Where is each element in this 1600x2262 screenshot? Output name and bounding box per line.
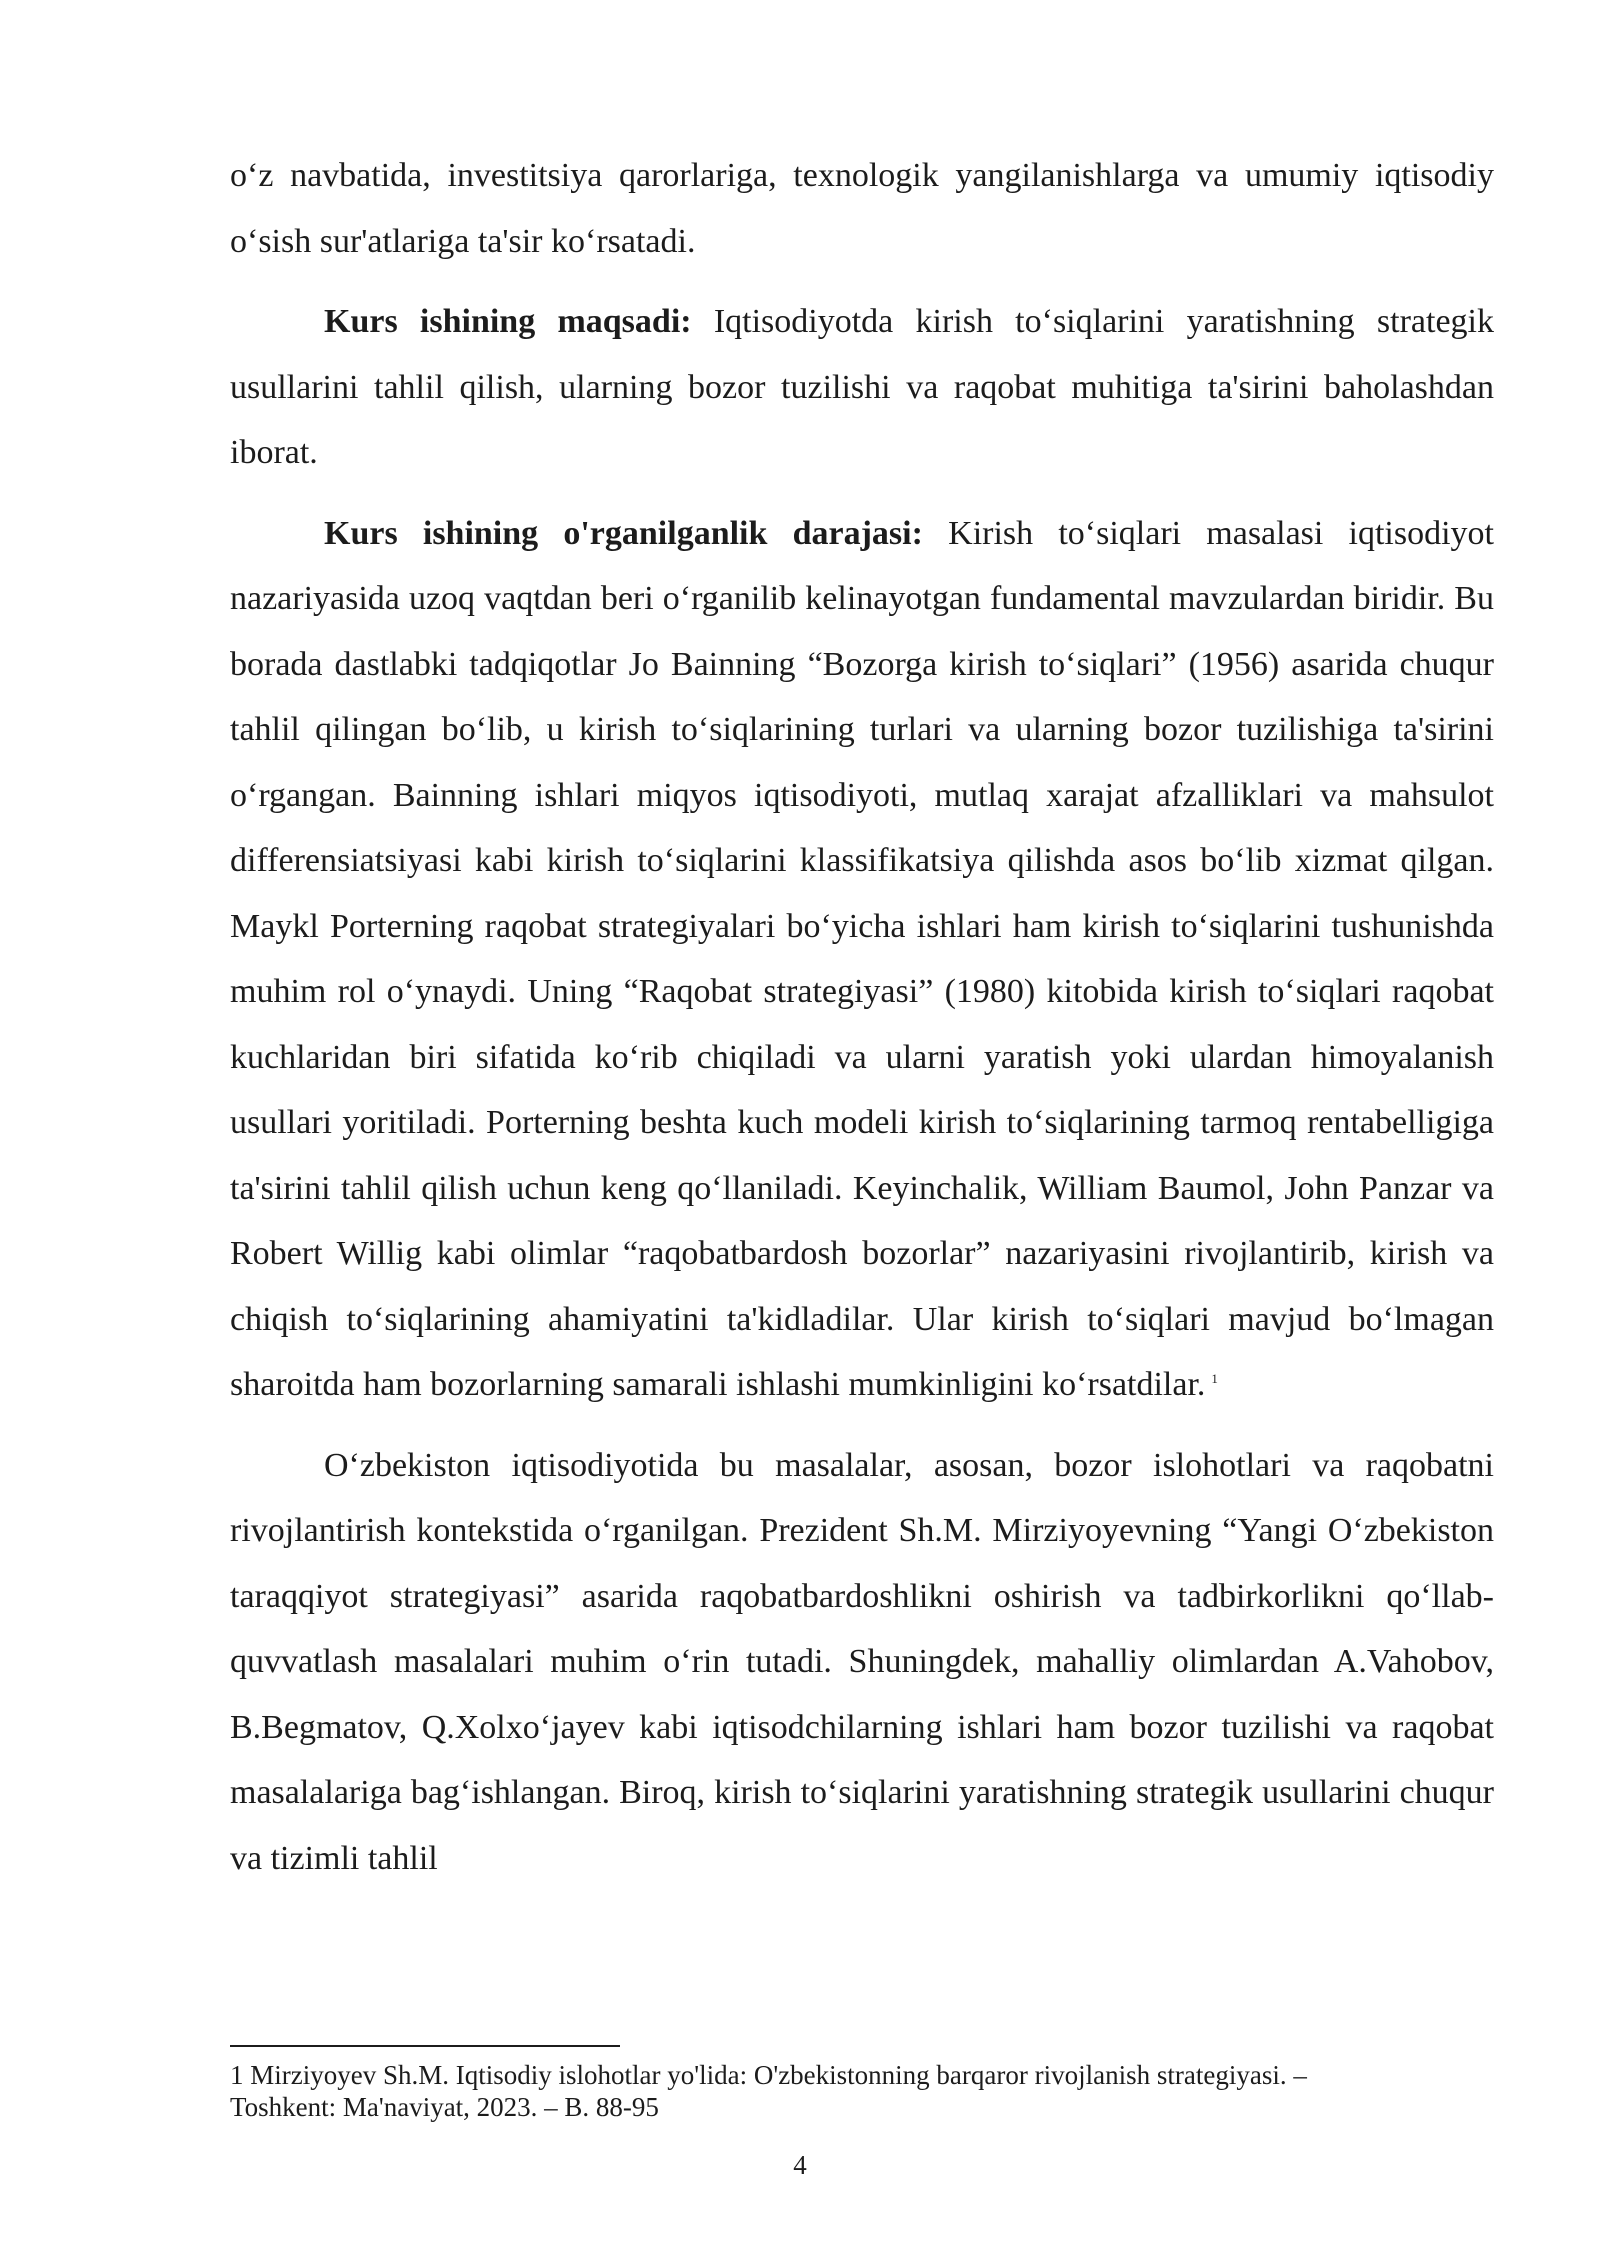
- paragraph-text: Iqtisodiyotda kirish to‘siqlarini yaratishning strategik usullarini tahlil qilish, ularning bozor tuzilishi va raqobat muhitiga ta'sirini baholashdan iborat.: [230, 303, 1494, 471]
- paragraph-goal: [230, 289, 1494, 486]
- footnote-line: 1 Mirziyoyev Sh.M. Iqtisodiy islohotlar yo'lida: O'zbekistonning barqaror rivojlanish strategiyasi. –: [230, 2060, 1307, 2090]
- paragraph-uzbekistan: [230, 1433, 1494, 1892]
- footnote-separator: [230, 2045, 620, 2047]
- paragraph-heading: Kurs ishining o'rganilganlik darajasi:: [324, 514, 923, 552]
- body-text: [230, 143, 1494, 1891]
- paragraph-heading: Kurs ishining maqsadi:: [324, 303, 692, 340]
- paragraph-text: o‘z navbatida, investitsiya qarorlariga, texnologik yangilanishlarga va umumiy iqtisodiy o‘sish sur'atlariga ta'sir ko‘rsatadi.: [230, 157, 1494, 260]
- page-number: 4: [793, 2150, 807, 2180]
- paragraph-text: O‘zbekiston iqtisodiyotida bu masalalar, asosan, bozor islohotlari va raqobatni rivojlantirish kontekstida o‘rganilgan. Prezident Sh.M. Mirziyoyevning “Yangi O‘zbekiston taraqqiyot strategiyasi” asarida raqobatbardoshlikni oshirish va tadbirkorlikni qo‘llab-quvvatlash masalalari muhim o‘rin tutadi. Shuningdek, mahalliy olimlardan A.Vahobov, B.Begmatov, Q.Xolxo‘jayev kabi iqtisodchilarning ishlari ham bozor tuzilishi va raqobat masalalariga bag‘ishlangan. Biroq, kirish to‘siqlarini yaratishning strategik usullarini chuqur va tizimli tahlil: [230, 1446, 1494, 1877]
- footnote-reference[interactable]: 1: [1211, 1370, 1218, 1386]
- paragraph-study-level: [230, 501, 1494, 1418]
- paragraph-text: Kirish to‘siqlari masalasi iqtisodiyot nazariyasida uzoq vaqtdan beri o‘rganilib kelinayotgan fundamental mavzulardan biridir. Bu borada dastlabki tadqiqotlar Jo Bainning “Bozorga kirish to‘siqlari” (1956) asarida chuqur tahlil qilingan bo‘lib, u kirish to‘siqlarining turlari va ularning bozor tuzilishiga ta'sirini o‘rgangan. Bainning ishlari miqyos iqtisodiyoti, mutlaq xarajat afzalliklari va mahsulot differensiatsiyasi kabi kirish to‘siqlarini klassifikatsiya qilishda asos bo‘lib xizmat qilgan. Maykl Porterning raqobat strategiyalari bo‘yicha ishlari ham kirish to‘siqlarini tushunishda muhim rol o‘ynaydi. Uning “Raqobat strategiyasi” (1980) kitobida kirish to‘siqlari raqobat kuchlaridan biri sifatida ko‘rib chiqiladi va ularni yaratish yoki ulardan himoyalanish usullari yoritiladi. Porterning beshta kuch modeli kirish to‘siqlarining tarmoq rentabelligiga ta'sirini tahlil qilish uchun keng qo‘llaniladi. Keyinchalik, William Baumol, John Panzar va Robert Willig kabi olimlar “raqobatbardosh bozorlar” nazariyasini rivojlantirib, kirish va chiqish to‘siqlarining ahamiyatini ta'kidladilar. Ular kirish to‘siqlari mavjud bo‘lmagan sharoitda ham bozorlarning samarali ishlashi mumkinligini ko‘rsatdilar.: [230, 514, 1495, 1403]
- paragraph-continuation: [230, 143, 1494, 274]
- footnote: [230, 2059, 1494, 2123]
- footnote-line: Toshkent: Ma'naviyat, 2023. – B. 88-95: [230, 2092, 659, 2122]
